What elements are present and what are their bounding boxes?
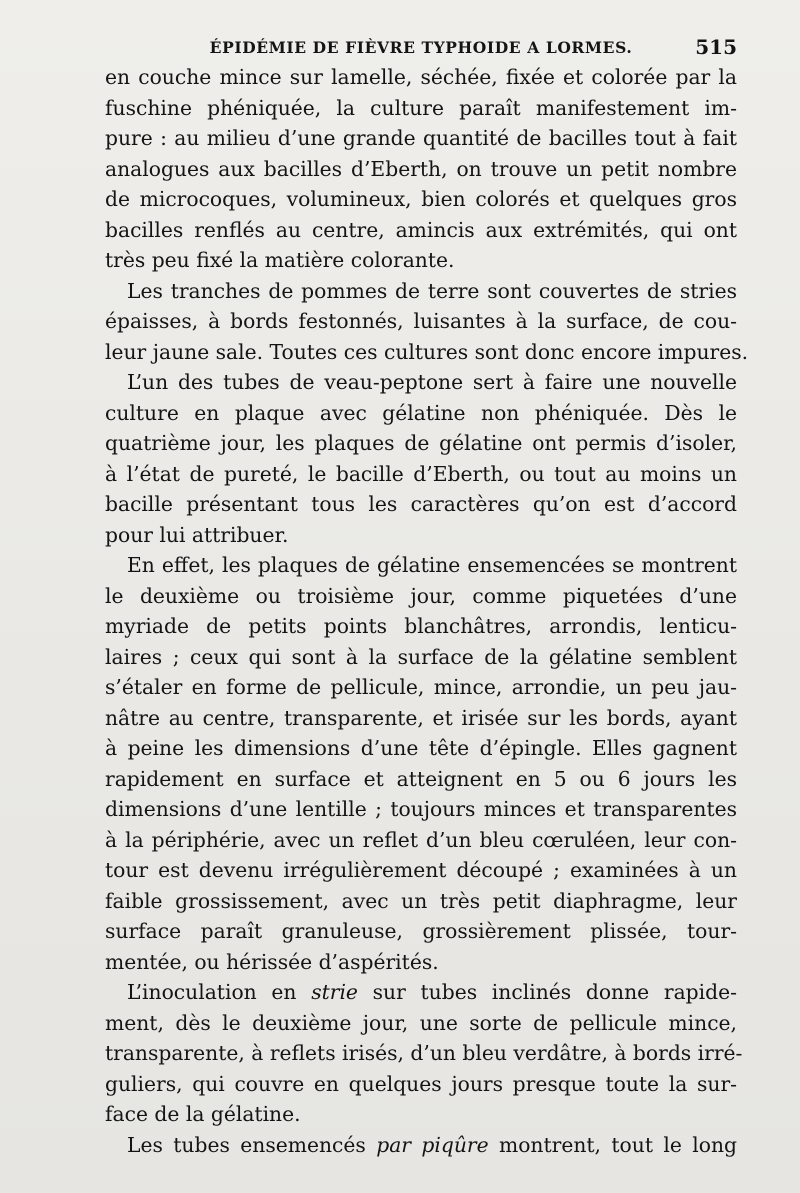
text-line: transparente, à reflets irisés, d’un bleu verdâtre, à bords irré- xyxy=(105,1041,743,1065)
text-line: mentée, ou hérissée d’aspérités. xyxy=(105,949,439,974)
text-run: sur tubes inclinés donne rapide- xyxy=(357,980,737,1004)
text-line: à peine les dimensions d’une tête d’épingle. Elles gagnent xyxy=(105,736,737,760)
text-line: le deuxième ou troisième jour, comme piquetées d’une xyxy=(105,583,737,608)
text-run: L’inoculation en xyxy=(127,980,312,1004)
text-line: rapidement en surface et atteignent en 5 ou 6 jours les xyxy=(105,766,737,791)
text-line xyxy=(105,1130,737,1161)
text-line: laires ; ceux qui sont à la surface de la gélatine semblent xyxy=(105,644,737,669)
page-number: 515 xyxy=(695,35,737,59)
text-line xyxy=(105,977,737,1008)
paragraph xyxy=(105,550,737,977)
text-line: tour est devenu irrégulièrement découpé ; examinées à un xyxy=(105,858,737,882)
running-title: ÉPIDÉMIE DE FIÈVRE TYPHOIDE A LORMES. xyxy=(209,38,633,57)
text-line: bacilles renflés au centre, amincis aux extrémités, qui ont xyxy=(105,217,737,242)
text-run: Les tubes ensemencés xyxy=(127,1132,377,1157)
paragraph xyxy=(105,367,737,550)
text-line: très peu fixé la matière colorante. xyxy=(105,248,455,272)
text-line: épaisses, à bords festonnés, luisantes à la surface, de cou- xyxy=(105,309,737,333)
paragraph xyxy=(105,62,737,276)
italic-text: par piqûre xyxy=(376,1132,489,1157)
paragraph xyxy=(105,276,749,368)
text-line: surface paraît granuleuse, grossièrement plissée, tour- xyxy=(105,919,737,943)
text-line: En effet, les plaques de gélatine ensemencées se montrent xyxy=(127,553,737,577)
text-line: de microcoques, volumineux, bien colorés et quelques gros xyxy=(105,187,737,211)
italic-text: strie xyxy=(311,980,358,1004)
text-run: montrent, tout le long xyxy=(488,1132,737,1157)
text-line: culture en plaque avec gélatine non phéniquée. Dès le xyxy=(105,400,737,425)
text-line: faible grossissement, avec un très petit diaphragme, leur xyxy=(105,888,737,913)
text-line: bacille présentant tous les caractères qu’on est d’accord xyxy=(105,492,737,516)
text-line: s’étaler en forme de pellicule, mince, arrondie, un peu jau- xyxy=(105,675,737,699)
text-line: leur jaune sale. Toutes ces cultures sont donc encore impures. xyxy=(105,339,749,364)
text-line: L’un des tubes de veau-peptone sert à faire une nouvelle xyxy=(127,370,737,394)
text-line: pour lui attribuer. xyxy=(105,522,289,547)
text-line: analogues aux bacilles d’Eberth, on trouve un petit nombre xyxy=(105,156,737,181)
paragraph xyxy=(105,1130,737,1161)
text-line: à l’état de pureté, le bacille d’Eberth, ou tout au moins un xyxy=(105,461,737,486)
text-line: quatrième jour, les plaques de gélatine ont permis d’isoler, xyxy=(105,431,737,455)
text-line: dimensions d’une lentille ; toujours minces et transparentes xyxy=(105,797,737,821)
text-line: myriade de petits points blanchâtres, arrondis, lenticu- xyxy=(105,614,737,638)
text-line: en couche mince sur lamelle, séchée, fixée et colorée par la xyxy=(105,65,737,89)
text-line: pure : au milieu d’une grande quantité de bacilles tout à fait xyxy=(105,126,737,150)
text-line: face de la gélatine. xyxy=(105,1102,301,1126)
body-text xyxy=(105,62,749,1160)
text-line: ment, dès le deuxième jour, une sorte de pellicule mince, xyxy=(105,1010,737,1035)
paragraph xyxy=(105,977,743,1130)
text-line: Les tranches de pommes de terre sont couvertes de stries xyxy=(127,278,737,303)
text-line: fuschine phéniquée, la culture paraît manifestement im- xyxy=(105,95,737,120)
text-line: guliers, qui couvre en quelques jours presque toute la sur- xyxy=(105,1071,737,1096)
page-header xyxy=(105,32,737,62)
text-line: nâtre au centre, transparente, et irisée sur les bords, ayant xyxy=(105,705,737,730)
text-line: à la périphérie, avec un reflet d’un bleu cœruléen, leur con- xyxy=(105,827,737,852)
